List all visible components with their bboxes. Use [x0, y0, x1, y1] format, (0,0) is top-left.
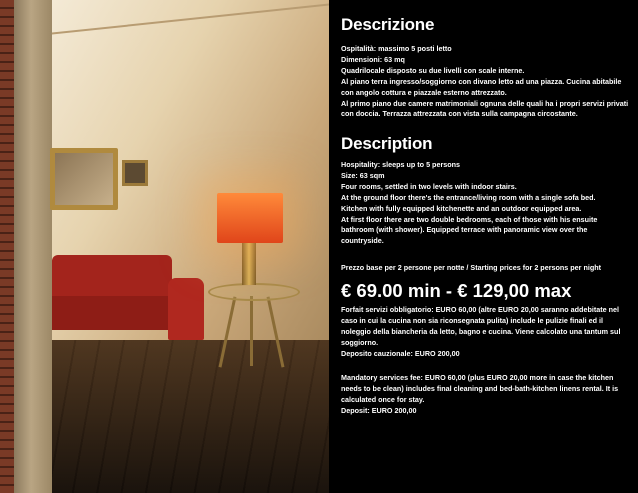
english-line: At the ground floor there's the entrance/living room with a single sofa bed. [341, 192, 596, 202]
glass-side-table [208, 283, 300, 301]
italian-fee-line: Deposito cauzionale: EURO 200,00 [341, 348, 460, 358]
italian-line: Quadrilocale disposto su due livelli con scale interne. [341, 65, 525, 75]
italian-line: Al piano terra ingresso/soggiorno con divano letto ad una piazza. Cucina abitabile con angolo cottura e piazzale esterno attrezzato. [341, 76, 622, 97]
price-caption: Prezzo base per 2 persone per notte / Starting prices for 2 persons per night [341, 263, 602, 272]
wall-mirror [50, 148, 118, 210]
small-picture-frame [122, 160, 148, 186]
side-table-leg [250, 296, 253, 366]
lamp-base [242, 243, 256, 285]
price-range: € 69.00 min - € 129,00 max [341, 280, 572, 301]
english-line: Four rooms, settled in two levels with indoor stairs. [341, 181, 517, 191]
english-line: Hospitality: sleeps up to 5 persons [341, 160, 461, 169]
description-panel [329, 0, 638, 493]
english-line: At first floor there are two double bedrooms, each of those with his ensuite bathroom (with shower). Equipped terrace with panoramic view over the countryside. [341, 214, 598, 246]
red-sofa-back [52, 255, 172, 299]
italian-fees [341, 305, 631, 360]
italian-line: Ospitalità: massimo 5 posti letto [341, 44, 452, 53]
floor-shadow [52, 340, 329, 493]
english-heading: Description [341, 134, 433, 153]
red-sofa-arm [168, 278, 204, 340]
red-sofa-seat [52, 296, 177, 330]
english-fee-line: Mandatory services fee: EURO 60,00 (plus EURO 20,00 more in case the kitchen needs to be clean) includes final cleaning and bed-bath-kitchen linens rental. It is calculated once for stay. [341, 373, 619, 404]
english-line: Size: 63 sqm [341, 170, 385, 180]
english-fee-line: Deposit: EURO 200,00 [341, 405, 417, 415]
english-line: Kitchen with fully equipped kitchenette and an outdoor equipped area. [341, 203, 582, 213]
english-description [341, 160, 631, 247]
italian-fee-line: Forfait servizi obbligatorio: EURO 60,00 (altre EURO 20,00 saranno addebitate nel caso in cui la cucina non sia riconsegnata pulita) include le pulizie finali ed il noleggio della biancheria da letto, bagno e cucina. Viene calcolato una tantum sul soggiorno. [341, 305, 621, 347]
english-fees [341, 373, 631, 417]
italian-description [341, 44, 631, 120]
orange-lampshade [217, 193, 283, 243]
brick-wall [0, 0, 14, 493]
italian-line: Dimensioni: 63 mq [341, 54, 405, 64]
door-jamb [14, 0, 52, 493]
italian-heading: Descrizione [341, 15, 435, 34]
italian-line: Al primo piano due camere matrimoniali ognuna delle quali ha i propri servizi privati con doccia. Terrazza attrezzata con vista sulla campagna circostante. [341, 98, 629, 119]
